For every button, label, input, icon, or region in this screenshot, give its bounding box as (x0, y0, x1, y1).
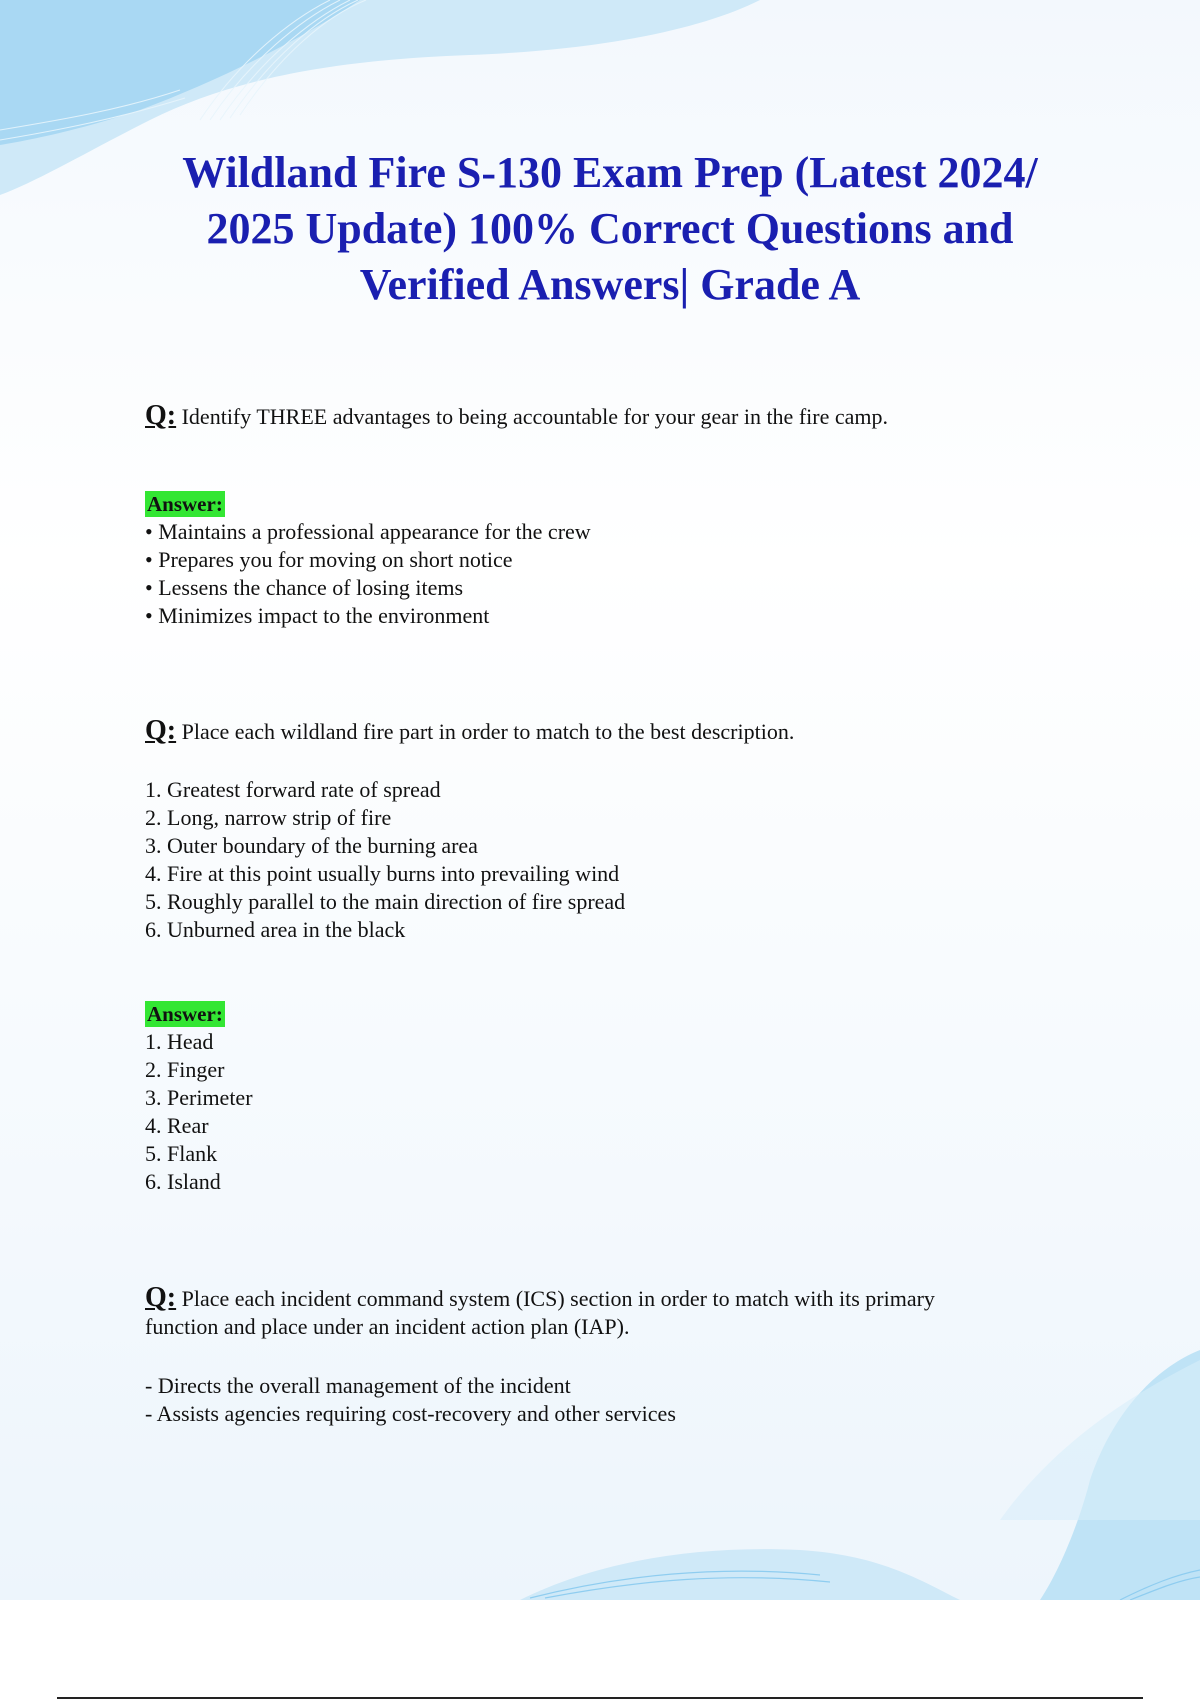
list-item: 1. Greatest forward rate of spread (145, 777, 441, 802)
answer-label: Answer: (147, 492, 223, 516)
answer-label: Answer: (147, 1002, 223, 1026)
answer-line: • Lessens the chance of losing items (145, 575, 464, 600)
answer-line: 6. Island (145, 1169, 221, 1194)
question-3 (145, 1284, 1075, 1341)
document-title: Wildland Fire S-130 Exam Prep (Latest 2024/ 2025 Update) 100% Correct Questions and Verified Answers| Grade A (182, 148, 1038, 309)
answer-line: 3. Perimeter (145, 1085, 253, 1110)
list-item: 4. Fire at this point usually burns into prevailing wind (145, 861, 620, 886)
list-item: - Assists agencies requiring cost-recovery and other services (145, 1401, 676, 1426)
question-3-items (145, 1372, 1075, 1428)
bottom-wave (520, 1549, 960, 1600)
list-item: 3. Outer boundary of the burning area (145, 833, 478, 858)
answer-line: 1. Head (145, 1029, 214, 1054)
answer-1 (145, 490, 1075, 630)
answer-line: • Maintains a professional appearance for the crew (145, 519, 591, 544)
question-text: Place each incident command system (ICS) section in order to match with its primary (181, 1286, 935, 1311)
question-label: Q: (145, 400, 177, 431)
answer-line: • Prepares you for moving on short notice (145, 547, 513, 572)
answer-line: 2. Finger (145, 1057, 225, 1082)
answer-line: 4. Rear (145, 1113, 209, 1138)
question-2-items (145, 776, 1075, 944)
question-text-continued: function and place under an incident action plan (IAP). (145, 1314, 630, 1339)
top-left-wave-dark (0, 0, 360, 145)
answer-2 (145, 1000, 1075, 1196)
question-label: Q: (145, 715, 177, 746)
question-1 (145, 402, 1075, 431)
question-text: Place each wildland fire part in order to match to the best description. (181, 719, 795, 744)
question-label: Q: (145, 1282, 177, 1313)
list-item: 6. Unburned area in the black (145, 917, 406, 942)
question-text: Identify THREE advantages to being accountable for your gear in the fire camp. (181, 404, 888, 429)
list-item: 2. Long, narrow strip of fire (145, 805, 392, 830)
question-2 (145, 717, 1075, 746)
answer-line: • Minimizes impact to the environment (145, 603, 490, 628)
list-item: - Directs the overall management of the incident (145, 1373, 571, 1398)
footer-divider (57, 1697, 1143, 1699)
list-item: 5. Roughly parallel to the main direction of fire spread (145, 889, 626, 914)
answer-line: 5. Flank (145, 1141, 218, 1166)
